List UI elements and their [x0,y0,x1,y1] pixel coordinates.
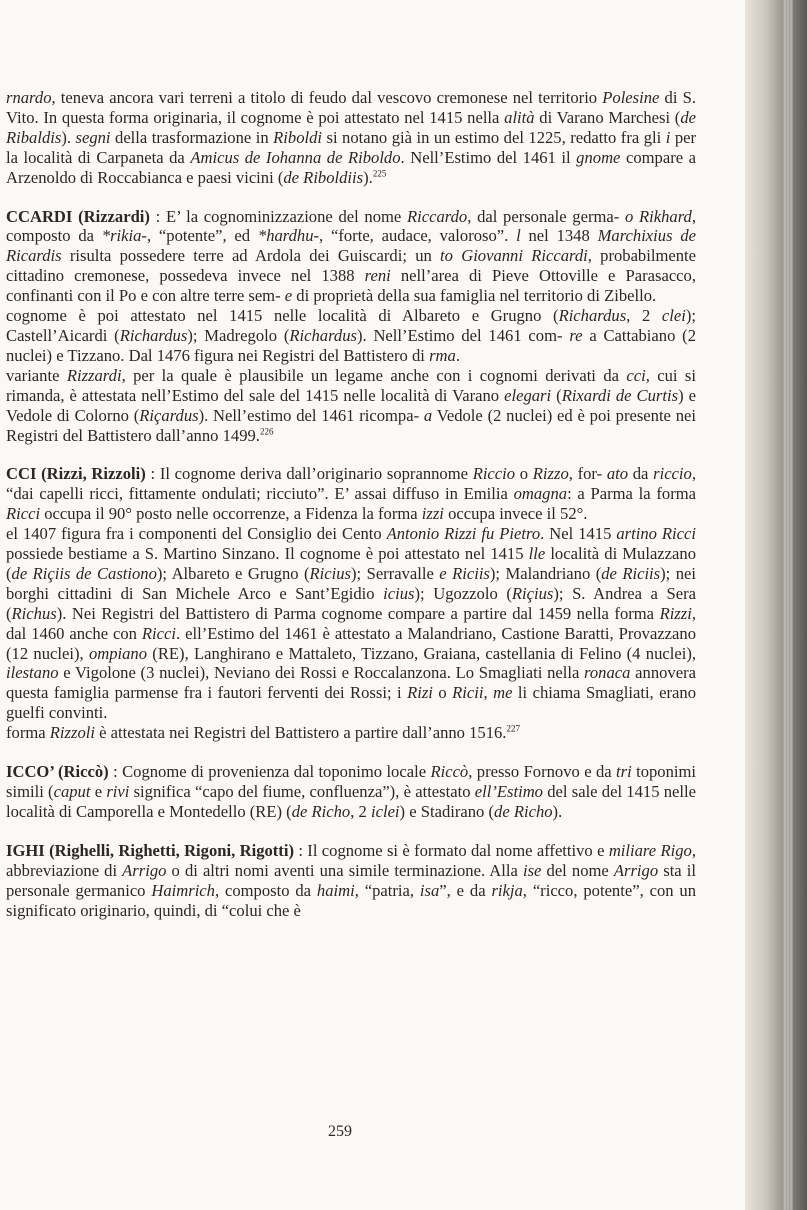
paragraph-4: variante Rizzardi, per la quale è plausibile un legame anche con i cognomi derivati da cci, cui si rimanda, è attestata nell’Estimo del sale del 1415 nelle località di Varano elegari (Rixardi de Curtis) e Vedole di Colorno (Riçardus). Nell’estimo del 1461 ricompa- a Vedole (2 nuclei) ed è poi presente nei Registri del Battistero dall’anno 1499.$^{226}$ [6,365,696,445]
paragraph-3: cognome è poi attestato nel 1415 nelle località di Albareto e Grugno (Richardus, 2 clei); Castell’Aicardi (Richardus); Madregolo (Richardus). Nell’Estimo del 1461 com- re a Cattabiano (2 nuclei) e Tizzano. Dal 1476 figura nei Registri del Battistero di rma. [6,306,696,365]
page-edges [783,0,793,1210]
paragraph-2: CCARDI (Rizzardi) : E’ la cognominizzazione del nome Riccardo, dal personale germa- o Rikhard, composto da *rikia-, “potente”, ed *hardhu-, “forte, audace, valoroso”. l nel 1348 Marchixius de Ricardis risulta possedere terre ad Ardola dei Guiscardi; un to Giovanni Riccardi, probabilmente cittadino cremonese, possedeva invece nel 1388 reni nell’area di Pieve Ottoville e Parasacco, confinanti con il Po e con altre terre sem- e di proprietà della sua famiglia nel territorio di Zibello. [6,206,696,306]
body-text [6,88,696,920]
paragraph-6: el 1407 figura fra i componenti del Consiglio dei Cento Antonio Rizzi fu Pietro. Nel 1415 artino Ricci possiede bestiame a S. Martino Sinzano. Il cognome è poi attestato nel 1415 lle località di Mulazzano (de Riçiis de Castiono); Albareto e Grugno (Ricius); Serravalle e Riciis); Malandriano (de Riciis); nei borghi cittadini di San Michele Arco e Sant’Egidio icius); Ugozzolo (Riçius); S. Andrea a Sera (Richus). Nei Registri del Battistero di Parma cognome compare a partire dal 1459 nella forma Rizzi, dal 1460 anche con Ricci. ell’Estimo del 1461 è attestato a Malandriano, Castione Baratti, Provazzano (12 nuclei), ompiano (RE), Langhirano e Mattaleto, Tizzano, Graiana, castellania di Felino (4 nuclei), ilestano e Vigolone (3 nuclei), Neviano dei Rossi e Roccalanzona. Lo Smagliati nella ronaca annovera questa famiglia parmense fra i fautori ferventi dei Rossi; i Rizi o Ricii, me li chiama Smagliati, erano guelfi convinti. [6,524,697,723]
paragraph-9: IGHI (Righelli, Righetti, Rigoni, Rigotti) : Il cognome si è formato dal nome affettivo e miliare Rigo, abbreviazione di Arrigo o di altri nomi aventi una simile terminazione. Alla ise del nome Arrigo sta il personale germanico Haimrich, composto da haimi, “patria, isa”, e da rikja, “ricco, potente”, con un significato originario, quindi, di “colui che è [6,840,697,920]
paragraph-7: forma Rizzoli è attestata nei Registri del Battistero a partire dall’anno 1516.$^{227}$ [6,723,520,743]
paragraph-5: CCI (Rizzi, Rizzoli) : Il cognome deriva dall’originario soprannome Riccio o Rizzo, for- ato da riccio, “dai capelli ricci, fittamente ondulati; ricciuto”. E’ assai diffuso in Emilia omagna: a Parma la forma Ricci occupa il 90° posto nelle occorrenze, a Fidenza la forma izzi occupa invece il 52°. [6,464,696,524]
book-spine-shadow [745,0,807,1210]
page-number: 259 [328,1123,352,1140]
paragraph-8: ICCO’ (Riccò) : Cognome di provenienza dal toponimo locale Riccò, presso Fornovo e da tri toponimi simili (caput e rivi significa “capo del fiume, confluenza”), è attestato ell’Estimo del sale del 1415 nelle località di Camporella e Montedello (RE) (de Richo, 2 iclei) e Stadirano (de Richo). [6,762,697,821]
paragraph-1: rnardo, teneva ancora vari terreni a titolo di feudo dal vescovo cremonese nel territorio Polesine di S. Vito. In questa forma originaria, il cognome è poi attestato nel 1415 nella alità di Varano Marchesi (de Ribaldis). segni della trasformazione in Riboldi si notano già in un estimo del 1225, redatto fra gli i per la località di Carpaneta da Amicus de Iohanna de Riboldo. Nell’Estimo del 1461 il gnome compare a Arzenoldo di Roccabianca e paesi vicini (de Riboldiis).$^{225}$ [6,88,697,187]
